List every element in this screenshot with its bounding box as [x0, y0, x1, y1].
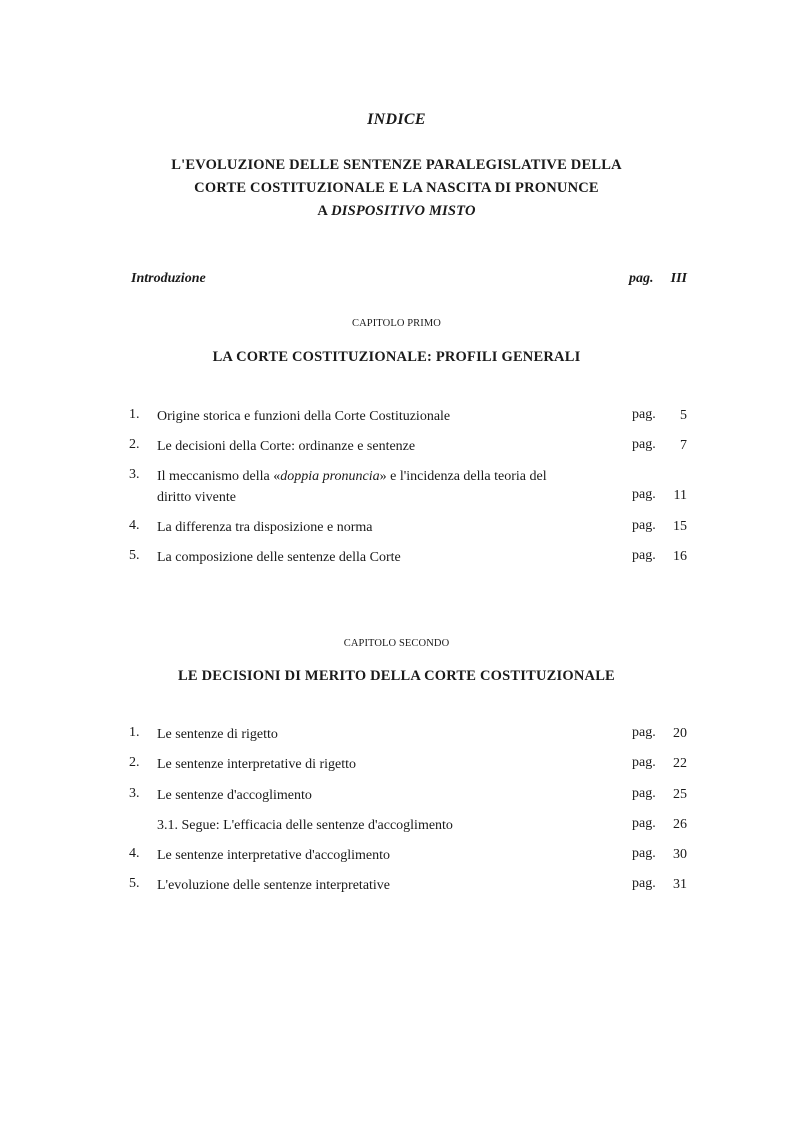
entry-pag-label: pag.	[632, 518, 656, 533]
entry-pag-label: pag.	[632, 407, 656, 422]
entry-text: 3.1. Segue: L'efficacia delle sentenze d'accoglimento	[157, 818, 453, 833]
entry-text: La differenza tra disposizione e norma	[157, 520, 373, 535]
entry-number: 1.	[129, 407, 140, 422]
entry-text: Origine storica e funzioni della Corte Costituzionale	[157, 409, 451, 424]
chapter1-title: LA CORTE COSTITUZIONALE: PROFILI GENERALI	[212, 349, 581, 365]
entry-page: 20	[673, 726, 687, 741]
entry-number: 2.	[129, 437, 140, 452]
entry-pag-label: pag.	[632, 437, 656, 452]
entry-page: 7	[680, 438, 687, 453]
entry-page: 30	[673, 847, 687, 862]
entry-text-line-2: diritto vivente	[157, 490, 236, 505]
entry-pag-label: pag.	[632, 846, 656, 861]
entry-page: 22	[673, 756, 687, 771]
entry-text: Le sentenze interpretative d'accoglimento	[157, 848, 391, 863]
entry-text-line-1	[157, 466, 617, 487]
entry-number: 5.	[129, 548, 140, 563]
entry-text-after: » e l'incidenza della teoria del	[379, 469, 547, 484]
chapter2-label: CAPITOLO SECONDO	[343, 638, 450, 649]
entry-number: 3.	[129, 786, 140, 801]
entry-pag-label: pag.	[632, 876, 656, 891]
subtitle-line-2: CORTE COSTITUZIONALE E LA NASCITA DI PRONUNCE	[194, 180, 599, 196]
introduction-label: Introduzione	[131, 271, 206, 286]
entry-text: Le sentenze interpretative di rigetto	[157, 757, 357, 772]
entry-pag-label: pag.	[632, 548, 656, 563]
entry-pag-label: pag.	[632, 816, 656, 831]
entry-page: 25	[673, 787, 687, 802]
entry-number: 2.	[129, 755, 140, 770]
entry-number: 4.	[129, 518, 140, 533]
chapter1-label: CAPITOLO PRIMO	[351, 318, 441, 329]
entry-pag-label: pag.	[632, 786, 656, 801]
entry-page: 5	[680, 408, 687, 423]
subtitle-line-3-italic: DISPOSITIVO MISTO	[331, 203, 476, 219]
subtitle-line-1: L'EVOLUZIONE DELLE SENTENZE PARALEGISLATIVE DELLA	[171, 157, 622, 173]
introduction-pag-label: pag.	[629, 271, 654, 286]
entry-text: La composizione delle sentenze della Corte	[157, 550, 401, 565]
entry-page: 11	[673, 488, 687, 503]
entry-number: 4.	[129, 846, 140, 861]
entry-page: 26	[673, 817, 687, 832]
entry-text: L'evoluzione delle sentenze interpretative	[157, 878, 391, 893]
entry-text: Le sentenze d'accoglimento	[157, 788, 312, 803]
entry-text-before: Il meccanismo della «	[157, 469, 281, 484]
subtitle-line-3	[0, 203, 793, 220]
entry-number: 5.	[129, 876, 140, 891]
index-title: INDICE	[367, 111, 426, 128]
entry-page: 15	[673, 519, 687, 534]
chapter2-title: LE DECISIONI DI MERITO DELLA CORTE COSTITUZIONALE	[178, 668, 615, 684]
entry-pag-label: pag.	[632, 725, 656, 740]
entry-text: Le sentenze di rigetto	[157, 727, 278, 742]
entry-number: 1.	[129, 725, 140, 740]
entry-text: Le decisioni della Corte: ordinanze e sentenze	[157, 439, 416, 454]
entry-number: 3.	[129, 467, 140, 482]
entry-page: 16	[673, 549, 687, 564]
entry-pag-label: pag.	[632, 487, 656, 502]
entry-pag-label: pag.	[632, 755, 656, 770]
entry-text-italic: doppia pronuncia	[280, 469, 380, 484]
introduction-page: III	[670, 271, 687, 286]
entry-page: 31	[673, 877, 687, 892]
subtitle-line-3-prefix: A	[317, 203, 332, 219]
